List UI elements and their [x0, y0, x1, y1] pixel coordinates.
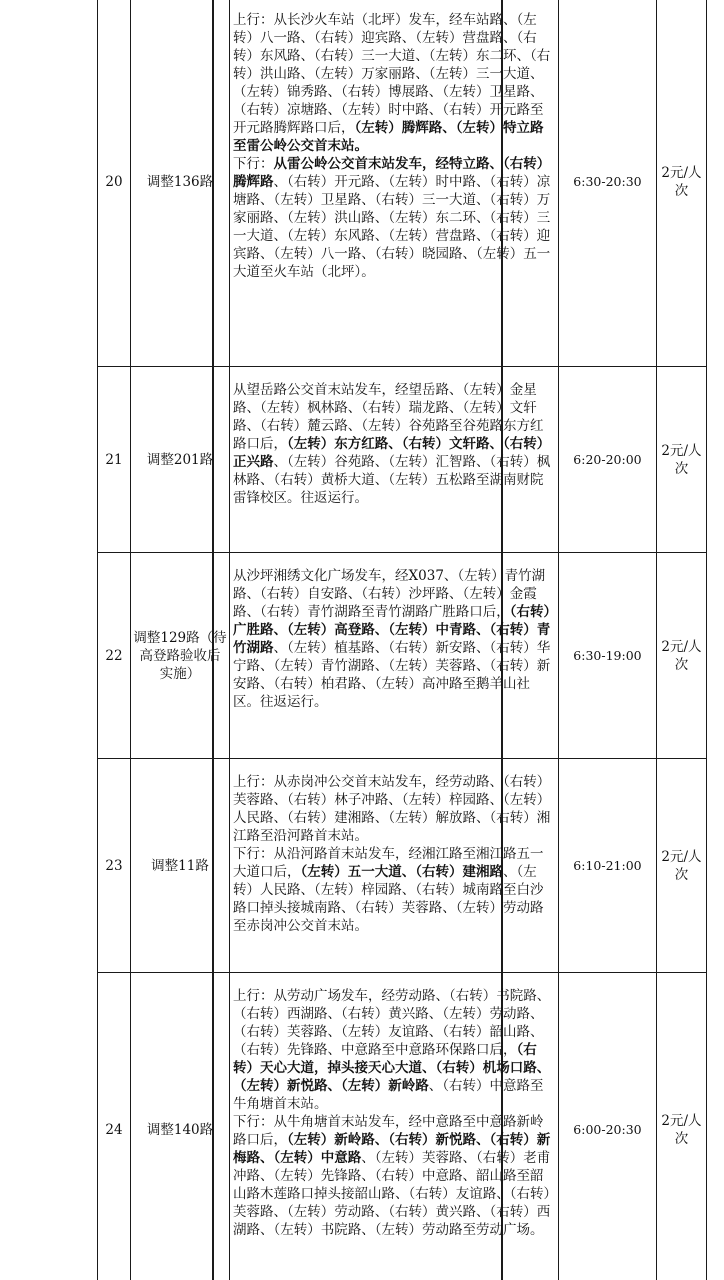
fare: 2元/人次	[656, 973, 706, 1280]
route-segment: 、（左转）芙蓉路、（右转）老甫冲路、（左转）先锋路、（右转）中意路、韶山路至韶山路木莲路口掉头接韶山路、（右转）友谊路、（右转）芙蓉路、（左转）劳动路、（右转）黄兴路、（右转）西湖路、（左转）书院路、（左转）劳动路至劳动广场。	[233, 1150, 551, 1238]
service-hours: 6:30-20:30	[559, 0, 657, 367]
highlighted-route-segment: （右转）广胜路、（左转）高登路、（左转）中青路、（右转）青竹湖路	[233, 604, 551, 656]
route-paragraph	[233, 11, 556, 155]
route-segment: 下行：从沿河路首末站发车，经湘江路至湘江路五一大道口后，	[233, 846, 544, 880]
row-number: 22	[98, 553, 131, 759]
route-description	[230, 553, 559, 759]
route-segment: 下行：从牛角塘首末站发车，经中意路至中意路新岭路口后，	[233, 1114, 544, 1148]
route-segment: 上行：从长沙火车站（北坪）发车，经车站路、（左转）八一路、（右转）迎宾路、（左转）营盘路、（右转）东风路、（右转）三一大道、（左转）东二环、（右转）洪山路、（左转）万家丽路、（左转）三一大道、（左转）锦秀路、（右转）博展路、（左转）卫星路、（右转）凉塘路、（左转）时中路、（右转）开元路至开元路腾辉路口后，	[233, 12, 551, 136]
route-segment: 、（左转）谷苑路、（左转）汇智路、（右转）枫林路、（右转）黄桥大道、（左转）五松路至湖南财院雷锋校区。往返运行。	[233, 454, 551, 506]
route-segment: 、（右转）开元路、（左转）时中路、（右转）凉塘路、（左转）卫星路、（右转）三一大道、（右转）万家丽路、（左转）洪山路、（左转）东二环、（右转）三一大道、（左转）东风路、（左转）营盘路、（右转）迎宾路、（左转）八一路、（右转）晓园路、（左转）五一大道至火车站（北坪）。	[233, 174, 551, 280]
table-row	[98, 973, 707, 1280]
row-number: 23	[98, 759, 131, 973]
highlighted-route-segment: （右转）天心大道，掉头接天心大道、（右转）机场口路、（左转）新悦路、（左转）新岭路	[233, 1042, 551, 1094]
service-hours: 6:00-20:30	[559, 973, 657, 1280]
route-name: 调整11路	[131, 759, 230, 973]
route-paragraph	[233, 155, 556, 281]
route-paragraph	[233, 845, 556, 935]
highlighted-route-segment: （左转）东方红路、（右转）文轩路、（右转）正兴路	[233, 436, 551, 470]
service-hours: 6:10-21:00	[559, 759, 657, 973]
route-segment: 、（左转）植基路、（右转）新安路、（右转）华宁路、（左转）青竹湖路、（左转）芙蓉路、（右转）新安路、（右转）柏君路、（左转）高冲路至鹅羊山社区。往返运行。	[233, 640, 551, 710]
route-paragraph	[233, 1113, 556, 1239]
highlighted-route-segment: （左转）五一大道、（右转）建湘路	[300, 864, 504, 880]
service-hours: 6:20-20:00	[559, 367, 657, 553]
route-segment: 上行：从劳动广场发车，经劳动路、（右转）书院路、（右转）西湖路、（右转）黄兴路、（左转）劳动路、（右转）芙蓉路、（左转）友谊路、（右转）韶山路、（右转）先锋路、中意路至中意路环保路口后，	[233, 988, 551, 1058]
route-segment: 下行：	[233, 156, 274, 172]
route-description	[230, 367, 559, 553]
table-row	[98, 0, 707, 367]
fare: 2元/人次	[656, 759, 706, 973]
table-body	[98, 0, 707, 1280]
table-row	[98, 367, 707, 553]
route-name: 调整201路	[131, 367, 230, 553]
route-description	[230, 759, 559, 973]
route-name: 调整136路	[131, 0, 230, 367]
table-row	[98, 553, 707, 759]
service-hours: 6:30-19:00	[559, 553, 657, 759]
highlighted-route-segment: （左转）新岭路、（右转）新悦路、（右转）新梅路、（左转）中意路	[233, 1132, 551, 1166]
highlighted-route-segment: 从雷公岭公交首末站发车，经特立路、（右转）腾辉路	[233, 156, 551, 190]
route-paragraph	[233, 987, 556, 1113]
bus-route-adjustment-table	[97, 0, 707, 1280]
route-segment: 从望岳路公交首末站发车，经望岳路、（左转）金星路、（左转）枫林路、（右转）瑞龙路、（左转）文轩路、（右转）麓云路、（左转）谷苑路至谷苑路东方红路口后，	[233, 382, 544, 452]
route-paragraph	[233, 773, 556, 845]
route-segment: 上行：从赤岗冲公交首末站发车，经劳动路、（右转）芙蓉路、（右转）林子冲路、（左转）梓园路、（左转）人民路、（右转）建湘路、（左转）解放路、（右转）湘江路至沿河路首末站。	[233, 774, 551, 844]
table-row	[98, 759, 707, 973]
route-segment: 、（左转）人民路、（左转）梓园路、（右转）城南路至白沙路口掉头接城南路、（右转）芙蓉路、（左转）劳动路至赤岗冲公交首末站。	[233, 864, 544, 934]
highlighted-route-segment: （左转）腾辉路、（左转）特立路至雷公岭公交首末站。	[233, 120, 544, 154]
route-name: 调整140路	[131, 973, 230, 1280]
route-segment: 、（右转）中意路至牛角塘首末站。	[233, 1078, 544, 1112]
route-description	[230, 0, 559, 367]
row-number: 21	[98, 367, 131, 553]
route-name: 调整129路（待高登路验收后实施）	[131, 553, 230, 759]
route-paragraph	[233, 381, 556, 507]
route-description	[230, 973, 559, 1280]
row-number: 20	[98, 0, 131, 367]
route-segment: 从沙坪湘绣文化广场发车，经X037、（左转）青竹湖路、（右转）自安路、（右转）沙坪路、（左转）金霞路、（右转）青竹湖路至青竹湖路广胜路口后，	[233, 568, 546, 620]
row-number: 24	[98, 973, 131, 1280]
fare: 2元/人次	[656, 367, 706, 553]
fare: 2元/人次	[656, 553, 706, 759]
fare: 2元/人次	[656, 0, 706, 367]
route-paragraph	[233, 567, 556, 711]
